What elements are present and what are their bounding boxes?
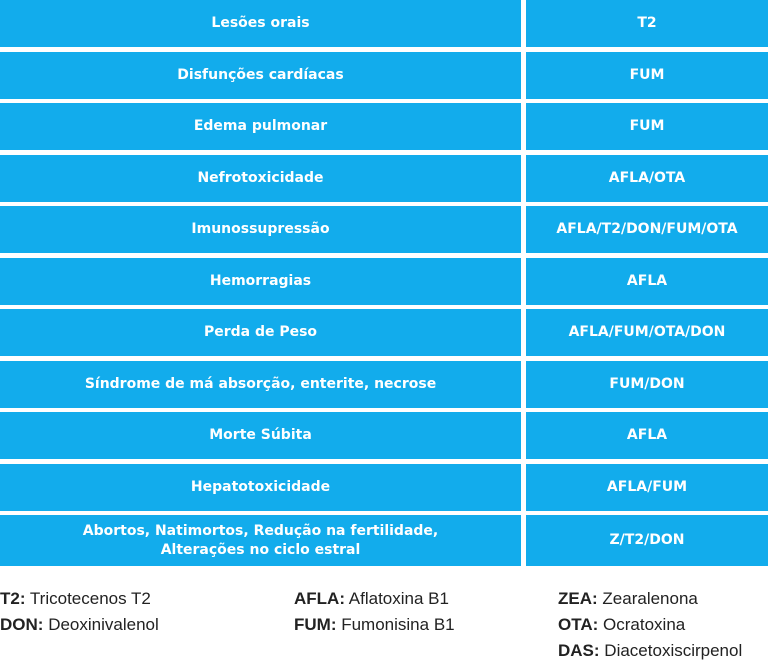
legend-name: Fumonisina B1 (341, 615, 455, 634)
legend-abbr: DAS: (558, 641, 600, 660)
table-row (0, 155, 768, 202)
effect-cell: Hemorragias (0, 258, 521, 305)
legend-item (0, 586, 159, 612)
legend-item (558, 638, 742, 664)
effect-cell: Imunossupressão (0, 206, 521, 253)
effect-cell: Nefrotoxicidade (0, 155, 521, 202)
toxin-cell: AFLA (526, 258, 768, 305)
legend-name: Zearalenona (602, 589, 698, 608)
table-row (0, 361, 768, 408)
effect-line: Abortos, Natimortos, Redução na fertilidade, (82, 522, 439, 539)
legend-item (558, 586, 742, 612)
legend-name: Aflatoxina B1 (348, 589, 449, 608)
effect-cell (0, 515, 521, 566)
table-row (0, 206, 768, 253)
effect-cell: Disfunções cardíacas (0, 52, 521, 99)
table-row (0, 412, 768, 459)
legend-name: Tricotecenos T2 (29, 589, 151, 608)
legend-name: Diacetoxiscirpenol (604, 641, 743, 660)
legend-column (558, 586, 742, 664)
legend-item (294, 586, 455, 612)
legend-column (294, 586, 455, 638)
legend-abbr: OTA: (558, 615, 599, 634)
toxin-cell: T2 (526, 0, 768, 47)
effect-cell: Hepatotoxicidade (0, 464, 521, 511)
table-row (0, 309, 768, 356)
effect-line: Alterações no ciclo estral (160, 541, 361, 558)
table-row (0, 0, 768, 47)
legend-abbr: AFLA: (294, 589, 345, 608)
effect-cell: Morte Súbita (0, 412, 521, 459)
effect-cell: Edema pulmonar (0, 103, 521, 150)
toxin-cell: AFLA/OTA (526, 155, 768, 202)
table-row (0, 515, 768, 566)
toxin-cell: AFLA (526, 412, 768, 459)
legend-abbr: ZEA: (558, 589, 598, 608)
legend-item (0, 612, 159, 638)
legend-name: Ocratoxina (603, 615, 686, 634)
effect-cell: Síndrome de má absorção, enterite, necrose (0, 361, 521, 408)
toxin-cell: AFLA/FUM/OTA/DON (526, 309, 768, 356)
effect-cell: Lesões orais (0, 0, 521, 47)
toxin-cell: AFLA/FUM (526, 464, 768, 511)
toxin-cell: FUM/DON (526, 361, 768, 408)
toxin-cell: FUM (526, 103, 768, 150)
table-row (0, 103, 768, 150)
toxin-cell: FUM (526, 52, 768, 99)
table-row (0, 52, 768, 99)
toxin-cell: AFLA/T2/DON/FUM/OTA (526, 206, 768, 253)
toxin-cell: Z/T2/DON (526, 515, 768, 566)
effect-cell: Perda de Peso (0, 309, 521, 356)
table-row (0, 464, 768, 511)
legend-column (0, 586, 159, 638)
legend-abbr: DON: (0, 615, 44, 634)
abbreviation-legend (0, 586, 768, 662)
legend-name: Deoxinivalenol (48, 615, 159, 634)
legend-item (294, 612, 455, 638)
legend-item (558, 612, 742, 638)
legend-abbr: FUM: (294, 615, 337, 634)
table-row (0, 258, 768, 305)
legend-abbr: T2: (0, 589, 26, 608)
